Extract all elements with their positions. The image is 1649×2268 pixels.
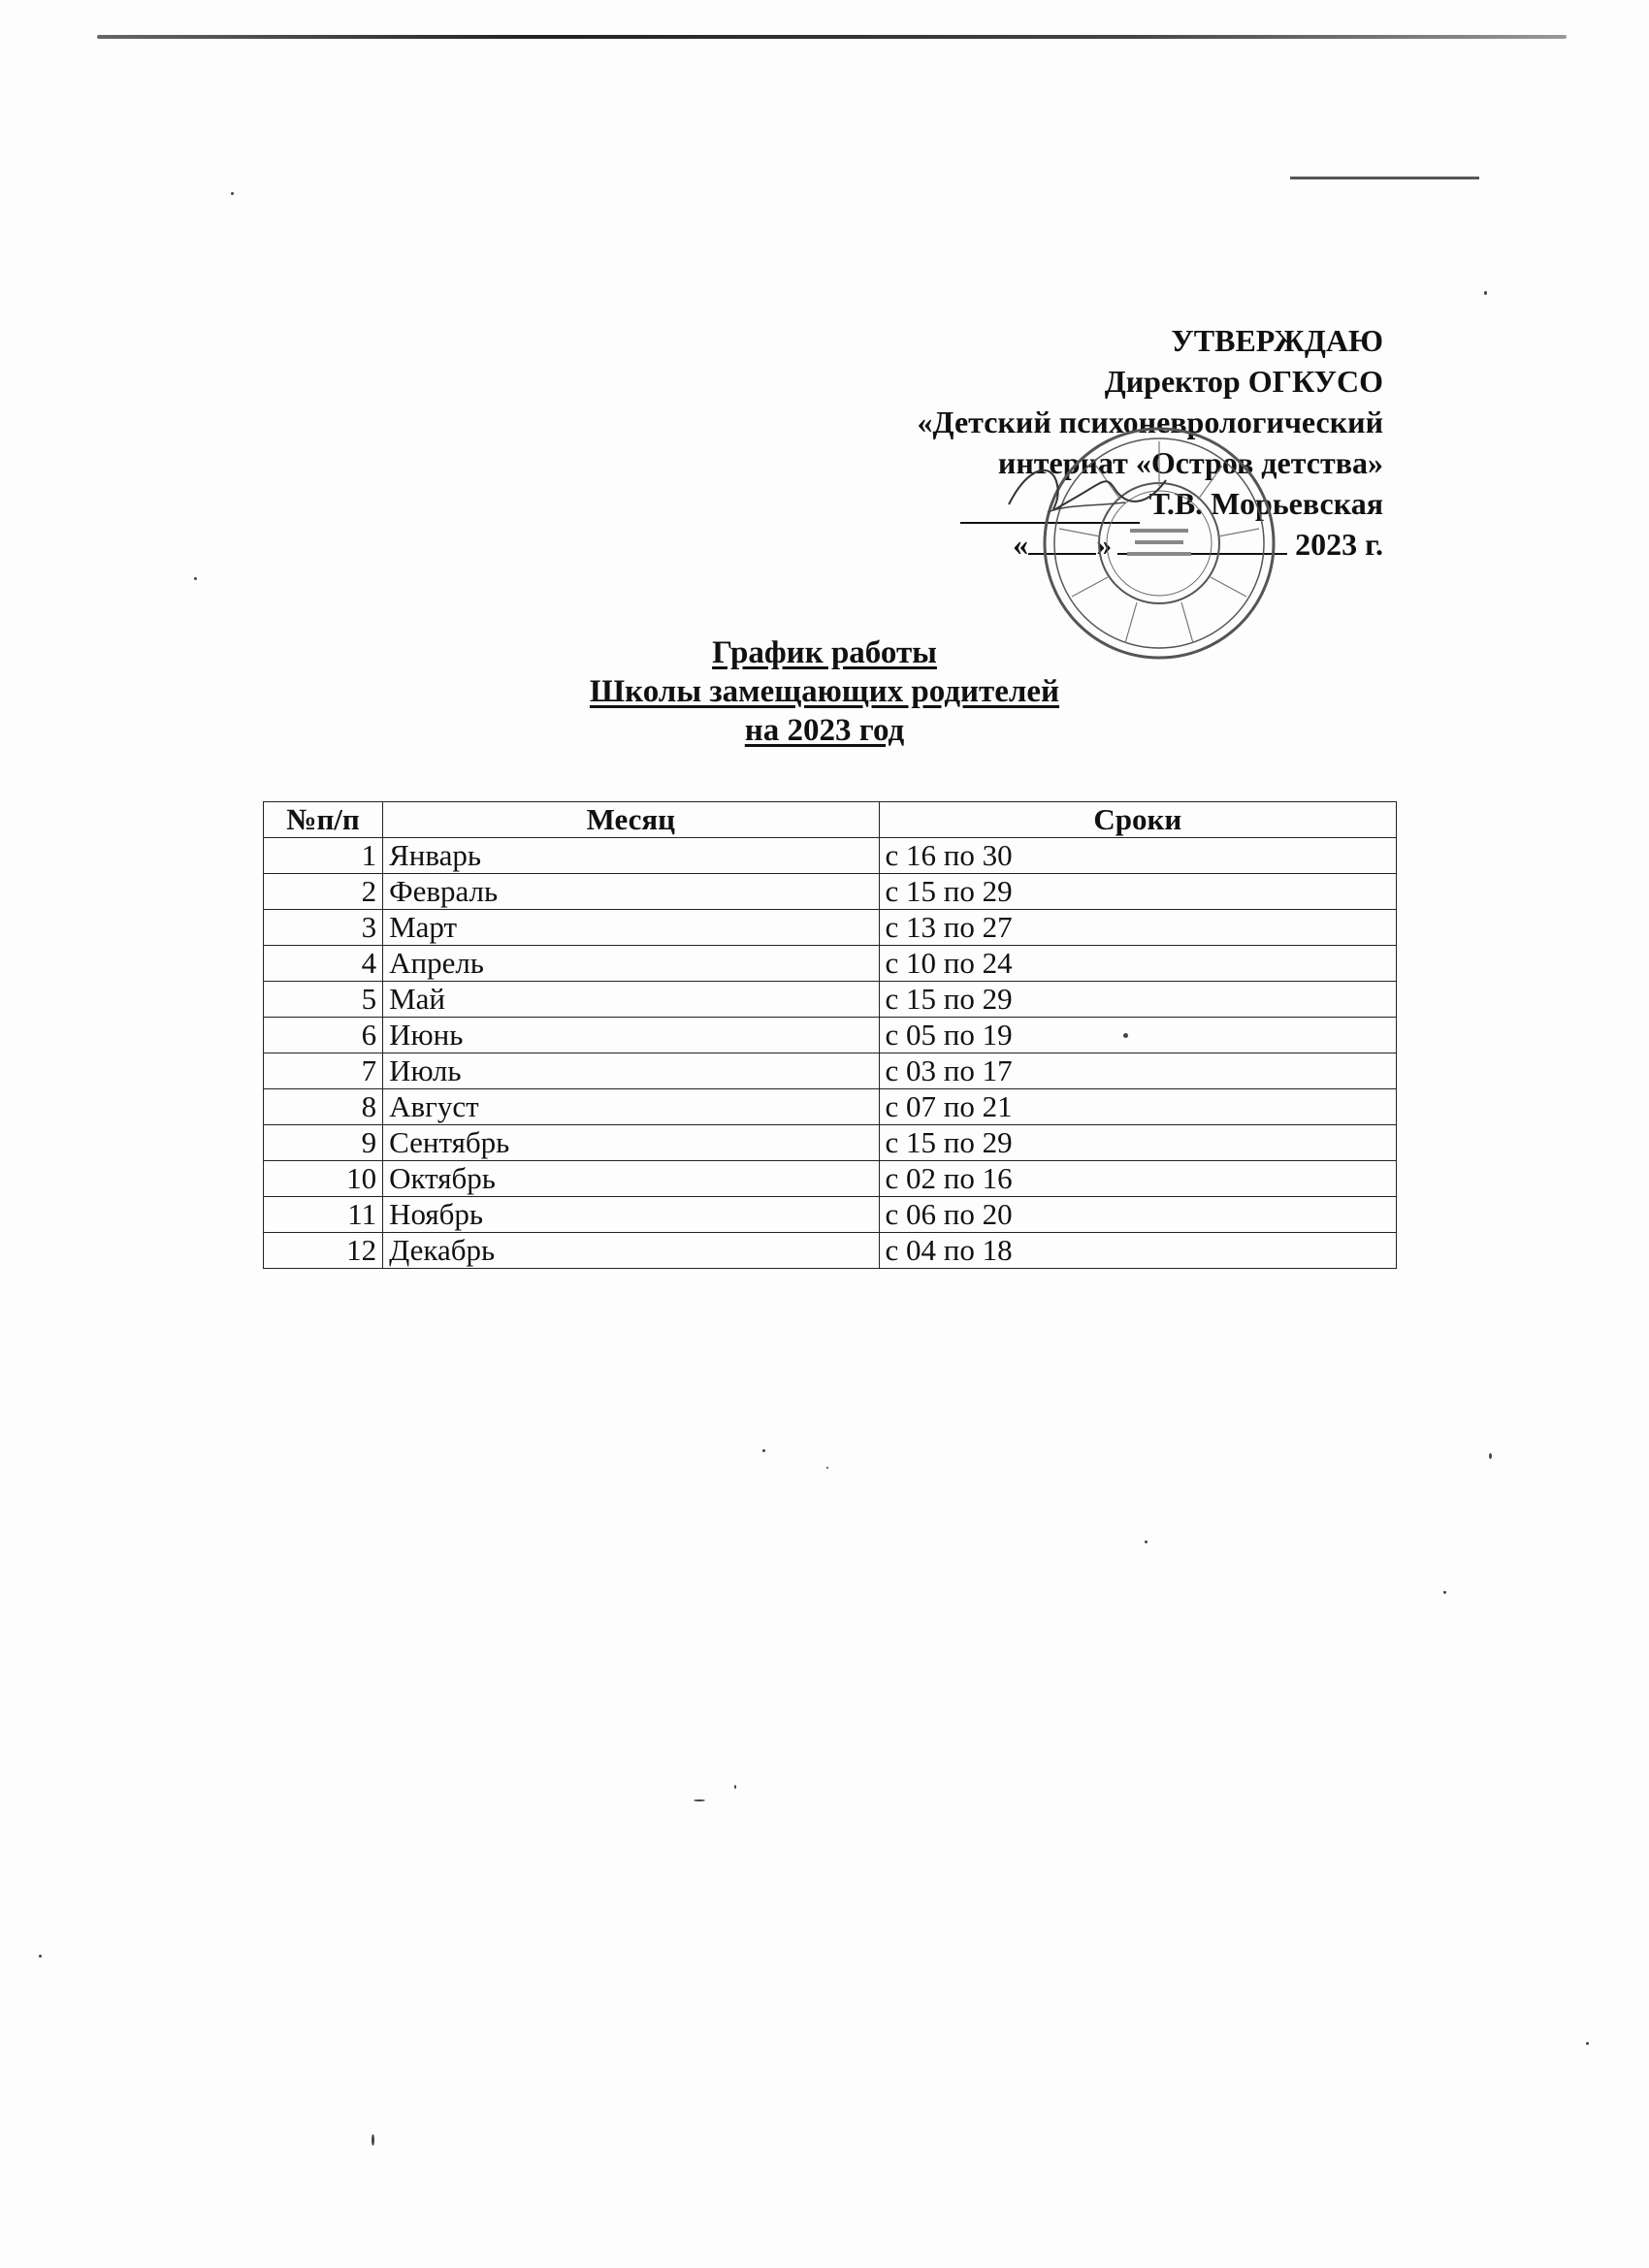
row-month: Июнь — [383, 1018, 879, 1053]
title-line2: Школы замещающих родителей — [589, 674, 1060, 709]
row-number: 6 — [264, 1018, 383, 1053]
row-term: с 07 по 21 — [879, 1089, 1396, 1125]
row-term: с 13 по 27 — [879, 910, 1396, 946]
row-month: Май — [383, 982, 879, 1018]
row-number: 12 — [264, 1233, 383, 1269]
title-line1: График работы — [712, 635, 937, 670]
scan-speck — [372, 2134, 374, 2146]
row-term: с 16 по 30 — [879, 838, 1396, 874]
scan-speck — [734, 1785, 736, 1789]
approval-position: Директор ОГКУСО — [1104, 364, 1383, 399]
row-month: Август — [383, 1089, 879, 1125]
scan-speck — [1443, 1591, 1446, 1594]
header-term: Сроки — [879, 802, 1396, 838]
row-term: с 02 по 16 — [879, 1161, 1396, 1197]
date-quote-open: « — [1013, 527, 1029, 562]
row-term: с 04 по 18 — [879, 1233, 1396, 1269]
row-number: 9 — [264, 1125, 383, 1161]
row-month: Январь — [383, 838, 879, 874]
date-year: 2023 г. — [1295, 527, 1383, 562]
row-number: 3 — [264, 910, 383, 946]
handwritten-signature-icon — [999, 456, 1174, 524]
table-header-row — [264, 802, 1397, 838]
table-row — [264, 1125, 1397, 1161]
scan-speck — [1484, 291, 1487, 295]
row-term: с 10 по 24 — [879, 946, 1396, 982]
scan-speck — [1145, 1540, 1148, 1543]
table-row — [264, 1233, 1397, 1269]
row-number: 5 — [264, 982, 383, 1018]
row-number: 2 — [264, 874, 383, 910]
row-month: Октябрь — [383, 1161, 879, 1197]
table-row — [264, 1161, 1397, 1197]
header-number: №п/п — [264, 802, 383, 838]
row-month: Сентябрь — [383, 1125, 879, 1161]
row-number: 11 — [264, 1197, 383, 1233]
row-term: с 05 по 19 — [879, 1018, 1396, 1053]
row-term: с 03 по 17 — [879, 1053, 1396, 1089]
row-month: Декабрь — [383, 1233, 879, 1269]
approval-organization-line1: «Детский психоневрологический — [917, 405, 1383, 439]
row-number: 7 — [264, 1053, 383, 1089]
scan-speck — [1489, 1453, 1492, 1459]
scan-speck — [826, 1467, 828, 1469]
date-quote-close: » — [1096, 527, 1113, 562]
scan-edge-line — [97, 35, 1567, 39]
schedule-table — [263, 801, 1397, 1269]
table-row — [264, 838, 1397, 874]
scan-speck — [194, 577, 197, 580]
row-month: Февраль — [383, 874, 879, 910]
table-row — [264, 1197, 1397, 1233]
scan-speck — [39, 1955, 42, 1958]
table-row — [264, 910, 1397, 946]
approval-organization-line2: интернат «Остров детства» — [997, 445, 1383, 480]
row-number: 8 — [264, 1089, 383, 1125]
table-row — [264, 1053, 1397, 1089]
approval-heading: УТВЕРЖДАЮ — [1171, 323, 1383, 358]
row-month: Апрель — [383, 946, 879, 982]
row-number: 10 — [264, 1161, 383, 1197]
table-row — [264, 1018, 1397, 1053]
row-number: 1 — [264, 838, 383, 874]
signer-name: Т.В. Морьевская — [1148, 486, 1383, 521]
table-row — [264, 946, 1397, 982]
row-month: Июль — [383, 1053, 879, 1089]
scan-mark-line — [1290, 177, 1479, 179]
row-month: Ноябрь — [383, 1197, 879, 1233]
row-month: Март — [383, 910, 879, 946]
row-term: с 06 по 20 — [879, 1197, 1396, 1233]
scan-speck — [1586, 2042, 1589, 2045]
title-line3: на 2023 год — [744, 713, 905, 748]
row-term: с 15 по 29 — [879, 1125, 1396, 1161]
document-title — [0, 633, 1649, 750]
header-month: Месяц — [383, 802, 879, 838]
table-row — [264, 1089, 1397, 1125]
scan-speck — [1123, 1033, 1128, 1038]
scan-speck — [694, 1799, 705, 1801]
table-row — [264, 874, 1397, 910]
scan-speck — [231, 192, 234, 195]
row-term: с 15 по 29 — [879, 982, 1396, 1018]
scan-speck — [762, 1449, 765, 1452]
row-number: 4 — [264, 946, 383, 982]
row-term: с 15 по 29 — [879, 874, 1396, 910]
table-row — [264, 982, 1397, 1018]
